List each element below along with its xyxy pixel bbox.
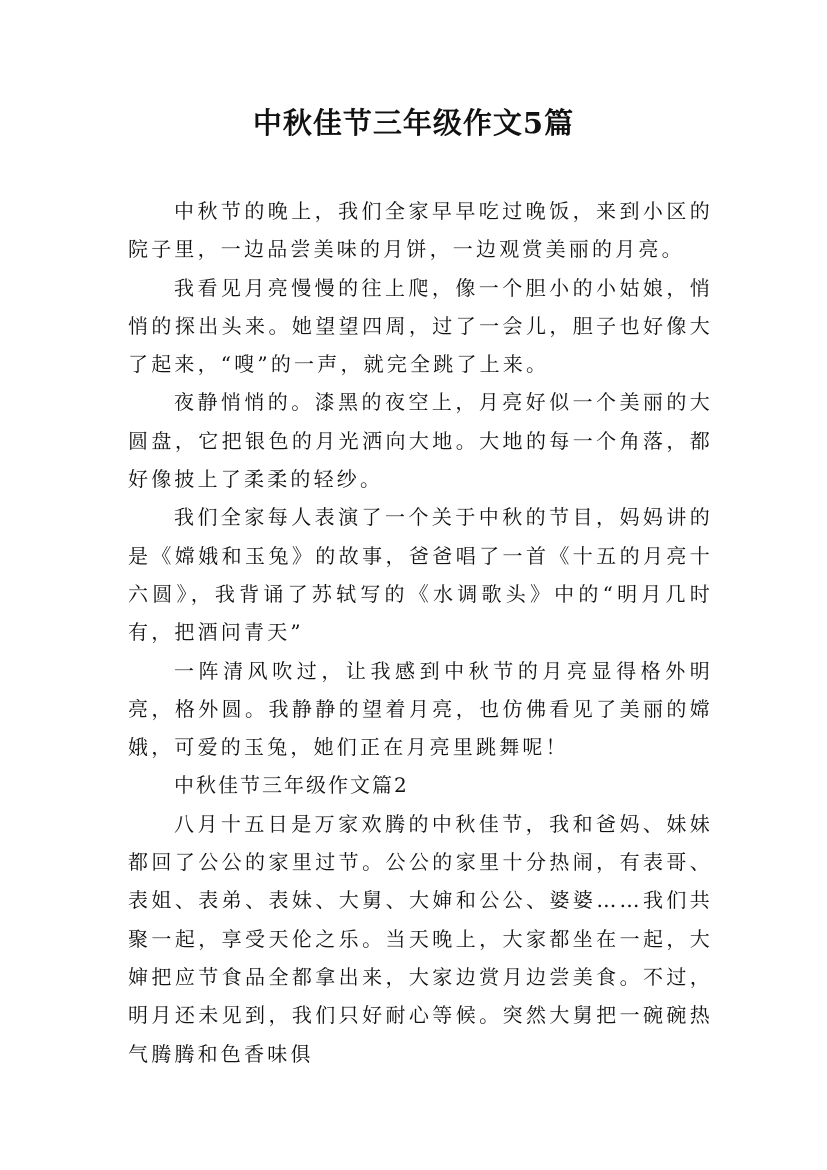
paragraph-1: 中秋节的晚上，我们全家早早吃过晚饭，来到小区的院子里，一边品尝美味的月饼，一边观赏美丽的月亮。 [128, 199, 713, 262]
paragraph-3: 夜静悄悄的。漆黑的夜空上，月亮好似一个美丽的大圆盘，它把银色的月光洒向大地。大地的每一个角落，都好像披上了柔柔的轻纱。 [128, 390, 713, 492]
section-heading-2: 中秋佳节三年级作文篇2 [174, 773, 409, 798]
paragraph-4: 我们全家每人表演了一个关于中秋的节目，妈妈讲的是《嫦娥和玉兔》的故事，爸爸唱了一首《十五的月亮十六圆》，我背诵了苏轼写的《水调歌头》中的“明月几时有，把酒问青天” [128, 505, 713, 645]
paragraph-5: 一阵清风吹过，让我感到中秋节的月亮显得格外明亮，格外圆。我静静的望着月亮，也仿佛看见了美丽的嫦娥，可爱的玉兔，她们正在月亮里跳舞呢！ [128, 658, 713, 760]
paragraph-6: 八月十五日是万家欢腾的中秋佳节，我和爸妈、妹妹都回了公公的家里过节。公公的家里十分热闹，有表哥、表姐、表弟、表妹、大舅、大婶和公公、婆婆……我们共聚一起，享受天伦之乐。当天晚上，大家都坐在一起，大婶把应节食品全都拿出来，大家边赏月边尝美食。不过，明月还未见到，我们只好耐心等候。突然大舅把一碗碗热气腾腾和色香味俱 [128, 811, 713, 1066]
paragraph-2: 我看见月亮慢慢的往上爬，像一个胆小的小姑娘，悄悄的探出头来。她望望四周，过了一会儿，胆子也好像大了起来，“嗖”的一声，就完全跳了上来。 [128, 275, 713, 377]
document-body [128, 192, 713, 1073]
document-title: 中秋佳节三年级作文5篇 [252, 106, 575, 140]
